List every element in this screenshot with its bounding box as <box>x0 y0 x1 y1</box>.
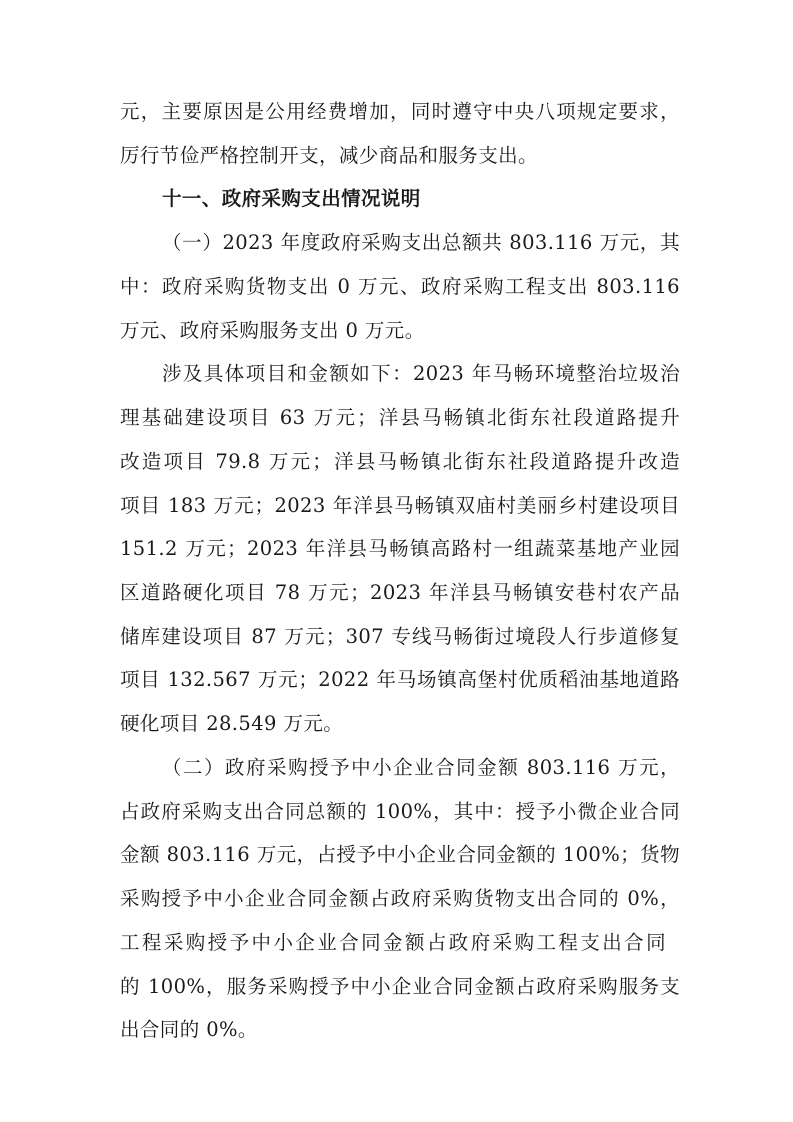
paragraph-line: 改造项目 79.8 万元；洋县马畅镇北街东社段道路提升改造 <box>120 450 680 473</box>
paragraph-line: 出合同的 0%。 <box>120 1018 258 1041</box>
paragraph-line: 元，主要原因是公用经费增加，同时遵守中央八项规定要求， <box>120 100 680 123</box>
paragraph-line: 工程采购授予中小企业合同金额占政府采购工程支出合同 <box>120 931 666 954</box>
paragraph-line: 项目 183 万元；2023 年洋县马畅镇双庙村美丽乡村建设项目 <box>120 494 680 517</box>
paragraph-line: 项目 132.567 万元；2022 年马场镇高堡村优质稻油基地道路 <box>120 668 680 691</box>
paragraph-line: 储库建设项目 87 万元；307 专线马畅街过境段人行步道修复 <box>120 625 680 648</box>
paragraph-line: （二）政府采购授予中小企业合同金额 803.116 万元， <box>162 756 680 779</box>
section-heading: 十一、政府采购支出情况说明 <box>162 187 421 210</box>
paragraph-line: （一）2023 年度政府采购支出总额共 803.116 万元，其 <box>162 231 680 254</box>
paragraph-line: 金额 803.116 万元，占授予中小企业合同金额的 100%；货物 <box>120 843 680 866</box>
paragraph-line: 采购授予中小企业合同金额占政府采购货物支出合同的 0%， <box>120 887 680 910</box>
paragraph-line: 厉行节俭严格控制开支，减少商品和服务支出。 <box>120 144 538 167</box>
paragraph-line: 硬化项目 28.549 万元。 <box>120 712 344 735</box>
paragraph-line: 151.2 万元；2023 年洋县马畅镇高路村一组蔬菜基地产业园 <box>120 537 680 560</box>
paragraph-line: 占政府采购支出合同总额的 100%，其中：授予小微企业合同 <box>120 800 680 823</box>
paragraph-line: 的 100%，服务采购授予中小企业合同金额占政府采购服务支 <box>120 975 680 998</box>
paragraph-line: 万元、政府采购服务支出 0 万元。 <box>120 319 425 342</box>
paragraph-line: 涉及具体项目和金额如下：2023 年马畅环境整治垃圾治 <box>162 362 680 385</box>
paragraph-line: 理基础建设项目 63 万元；洋县马畅镇北街东社段道路提升 <box>120 406 680 429</box>
paragraph-line: 中：政府采购货物支出 0 万元、政府采购工程支出 803.116 <box>120 275 680 298</box>
paragraph-line: 区道路硬化项目 78 万元；2023 年洋县马畅镇安巷村农产品 <box>120 581 680 604</box>
